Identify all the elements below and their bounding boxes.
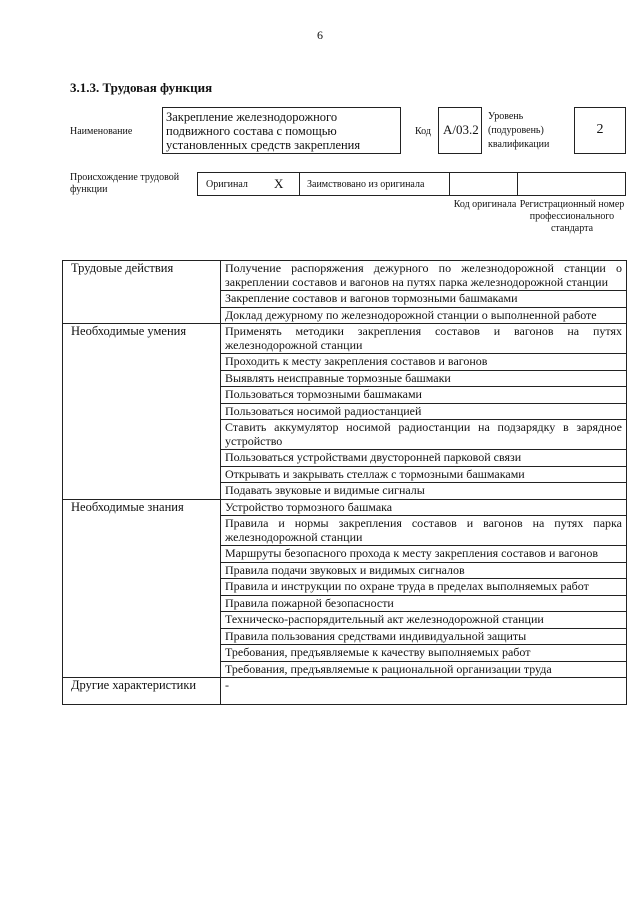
- skill-item: Пользоваться устройствами двусторонней парковой связи: [221, 450, 627, 467]
- other-value: -: [221, 678, 627, 705]
- knowledge-label: Необходимые знания: [63, 499, 221, 678]
- knowledge-item: Правила пользования средствами индивидуальной защиты: [221, 628, 627, 645]
- page-number: 6: [317, 28, 323, 42]
- labor-action-item: Закрепление составов и вагонов тормозными башмаками: [221, 291, 627, 308]
- original-label: Оригинал: [206, 179, 248, 190]
- knowledge-item: Правила и инструкции по охране труда в пределах выполняемых работ: [221, 579, 627, 596]
- knowledge-item: Устройство тормозного башмака: [221, 499, 627, 516]
- labor-action-item: Доклад дежурному по железнодорожной станции о выполненной работе: [221, 307, 627, 324]
- borrowed-label: Заимствовано из оригинала: [307, 179, 425, 190]
- labor-action-item: Получение распоряжения дежурного по железнодорожной станции о закреплении составов и вагонов на путях парка железнодорожной станции: [221, 261, 627, 291]
- labor-actions-label: Трудовые действия: [63, 261, 221, 324]
- level-value: 2: [574, 107, 626, 154]
- knowledge-item: Правила и нормы закрепления составов и вагонов на путях парка железнодорожной станции: [221, 516, 627, 546]
- knowledge-item: Требования, предъявляемые к рациональной организации труда: [221, 661, 627, 678]
- original-mark: X: [274, 176, 284, 191]
- origin-box: [197, 172, 626, 196]
- skill-item: Применять методики закрепления составов и вагонов на путях железнодорожной станции: [221, 324, 627, 354]
- skills-label: Необходимые умения: [63, 324, 221, 500]
- skill-item: Выявлять неисправные тормозные башмаки: [221, 370, 627, 387]
- name-value: Закрепление железнодорожного подвижного состава с помощью установленных средств закрепления: [162, 107, 401, 154]
- origin-divider: [299, 173, 300, 195]
- reg-number-label: Регистрационный номер профессионального стандарта: [519, 199, 625, 234]
- code-label: Код: [415, 126, 431, 137]
- origin-label: Происхождение трудовой функции: [70, 172, 180, 195]
- function-table: [62, 260, 627, 705]
- knowledge-item: Правила подачи звуковых и видимых сигналов: [221, 562, 627, 579]
- knowledge-item: Требования, предъявляемые к качеству выполняемых работ: [221, 645, 627, 662]
- skill-item: Подавать звуковые и видимые сигналы: [221, 483, 627, 500]
- origin-divider: [449, 173, 450, 195]
- skill-item: Пользоваться тормозными башмаками: [221, 387, 627, 404]
- skill-item: Ставить аккумулятор носимой радиостанции на подзарядку в зарядное устройство: [221, 420, 627, 450]
- code-original-label: Код оригинала: [453, 199, 517, 210]
- skill-item: Проходить к месту закрепления составов и вагонов: [221, 354, 627, 371]
- knowledge-item: Правила пожарной безопасности: [221, 595, 627, 612]
- other-label: Другие характеристики: [63, 678, 221, 705]
- origin-divider: [517, 173, 518, 195]
- knowledge-item: Техническо-распорядительный акт железнодорожной станции: [221, 612, 627, 629]
- knowledge-item: Маршруты безопасного прохода к месту закрепления составов и вагонов: [221, 546, 627, 563]
- section-title: 3.1.3. Трудовая функция: [70, 80, 213, 95]
- skill-item: Пользоваться носимой радиостанцией: [221, 403, 627, 420]
- skill-item: Открывать и закрывать стеллаж с тормозными башмаками: [221, 466, 627, 483]
- level-label: Уровень (подуровень) квалификации: [488, 111, 550, 150]
- code-value: А/03.2: [438, 107, 482, 154]
- name-label: Наименование: [70, 126, 133, 137]
